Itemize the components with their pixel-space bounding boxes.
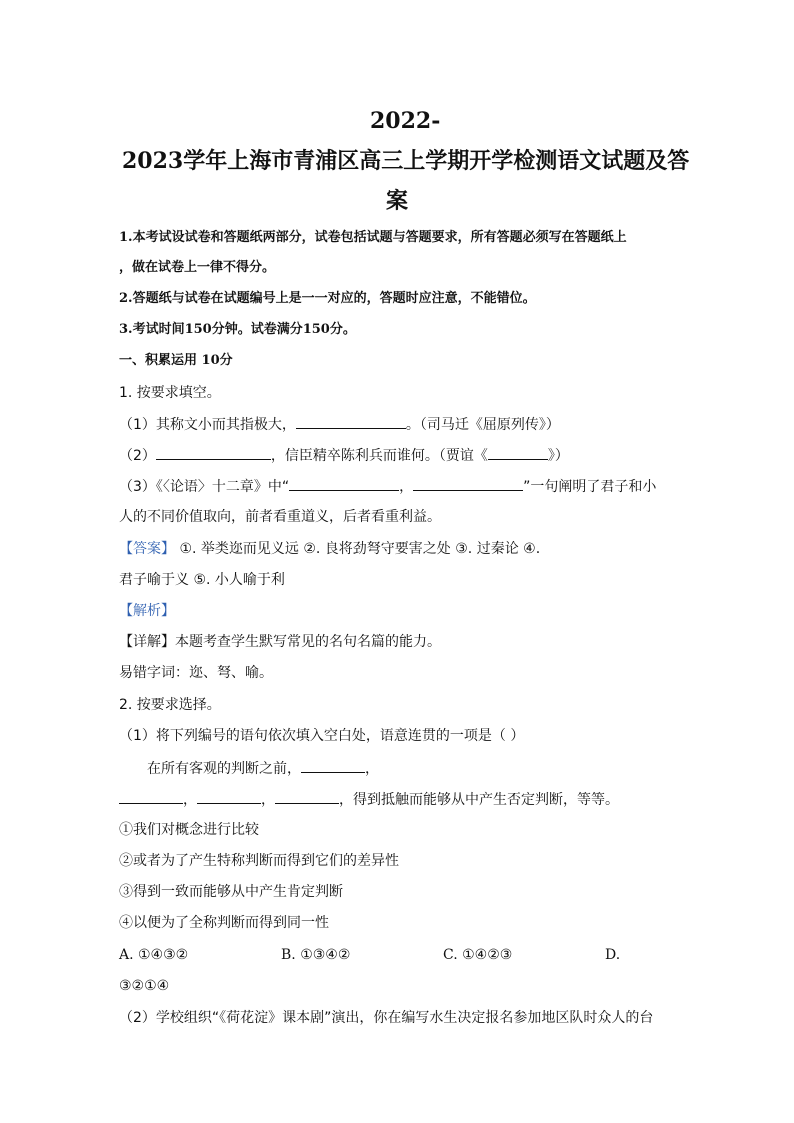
q1-part3-text-b: ， [399, 479, 414, 495]
q1-part2-text-a: （2） [119, 448, 156, 464]
q2-passage-a: 在所有客观的判断之前， [147, 761, 301, 777]
q2-item-2: ②或者为了产生特称判断而得到它们的差异性 [119, 853, 399, 869]
q2-passage-b: ， [365, 761, 379, 777]
q1-part2-blank-2 [488, 445, 548, 460]
q2-prompt: 2. 按要求选择。 [119, 697, 221, 713]
typo-line: 易错字词：迩、弩、喻。 [119, 665, 273, 681]
q2-item-3: ③得到一致而能够从中产生肯定判断 [119, 884, 343, 900]
q2-passage-e: ，得到抵触而能够从中产生否定判断，等等。 [339, 792, 619, 808]
q1-part1-text-b: 。（司马迁《屈原列传》） [405, 417, 560, 433]
section-heading: 一、积累运用 10分 [119, 353, 233, 368]
answer-text-line1: ①. 举类迩而见义远 ②. 良将劲弩守要害之处 ③. 过秦论 ④. [175, 541, 541, 557]
doc-title-line3: 案 [386, 188, 409, 214]
q2-passage-line2 [119, 789, 619, 810]
q1-answer [119, 539, 540, 559]
q2-blank-3 [197, 789, 261, 804]
q1-part2-blank [156, 445, 271, 460]
q2-sub1: （1）将下列编号的语句依次填入空白处，语意连贯的一项是（ ） [119, 728, 525, 744]
answer-label: 【答案】 [119, 541, 175, 557]
q1-part3-text-c: ”一句阐明了君子和小 [523, 479, 657, 495]
q2-option-b: B. ①③④② [281, 947, 351, 963]
q2-passage-line1 [147, 758, 379, 779]
q1-part1-blank [296, 414, 406, 429]
instruction-1: 1.本考试设试卷和答题纸两部分，试卷包括试题与答题要求，所有答题必须写在答题纸上 [119, 230, 627, 245]
q1-part3-text-a: （3）《〈论语〉十二章》中“ [119, 479, 290, 495]
q1-part1-text-a: （1）其称文小而其指极大， [119, 417, 296, 433]
doc-title-line2: 2023学年上海市青浦区高三上学期开学检测语文试题及答 [122, 148, 690, 174]
instruction-1-cont: ，做在试卷上一律不得分。 [119, 260, 276, 275]
q1-prompt: 1. 按要求填空。 [119, 385, 221, 401]
instruction-3: 3.考试时间150分钟。试卷满分150分。 [119, 322, 356, 337]
detail-label: 【详解】 [119, 634, 175, 650]
answer-text-line2: 君子喻于义 ⑤. 小人喻于利 [119, 572, 285, 588]
q2-passage-d: ， [261, 792, 275, 808]
q2-option-d: D. [605, 947, 621, 963]
q2-option-d-value: ③②①④ [119, 978, 170, 994]
q2-item-4: ④以便为了全称判断而得到同一性 [119, 915, 329, 931]
q2-blank-2 [119, 789, 183, 804]
q1-part3-blank-1 [289, 476, 399, 491]
q1-part2-text-c: 》） [547, 448, 569, 464]
q2-option-a: A. ①④③② [119, 947, 189, 963]
q1-part3-cont: 人的不同价值取向，前者看重道义，后者看重利益。 [119, 509, 441, 525]
q2-item-1: ①我们对概念进行比较 [119, 822, 259, 838]
doc-title-line1: 2022- [370, 108, 441, 134]
q2-sub2: （2）学校组织“《荷花淀》课本剧”演出，你在编写水生决定报名参加地区队时众人的台 [119, 1010, 654, 1026]
q1-part2-text-b: ，信臣精卒陈利兵而谁何。（贾谊《 [270, 448, 488, 464]
analysis-label: 【解析】 [119, 603, 175, 619]
detail-line [119, 632, 441, 652]
q1-part2 [119, 445, 569, 466]
q2-option-c: C. ①④②③ [443, 947, 513, 963]
q1-part3-blank-2 [413, 476, 523, 491]
q1-part1 [119, 414, 560, 435]
q2-passage-c: ， [183, 792, 197, 808]
instruction-2: 2.答题纸与试卷在试题编号上是一一对应的，答题时应注意，不能错位。 [119, 291, 536, 306]
q1-part3 [119, 476, 656, 497]
q2-blank-1 [301, 758, 365, 773]
q2-blank-4 [275, 789, 339, 804]
detail-text: 本题考查学生默写常见的名句名篇的能力。 [175, 634, 441, 650]
